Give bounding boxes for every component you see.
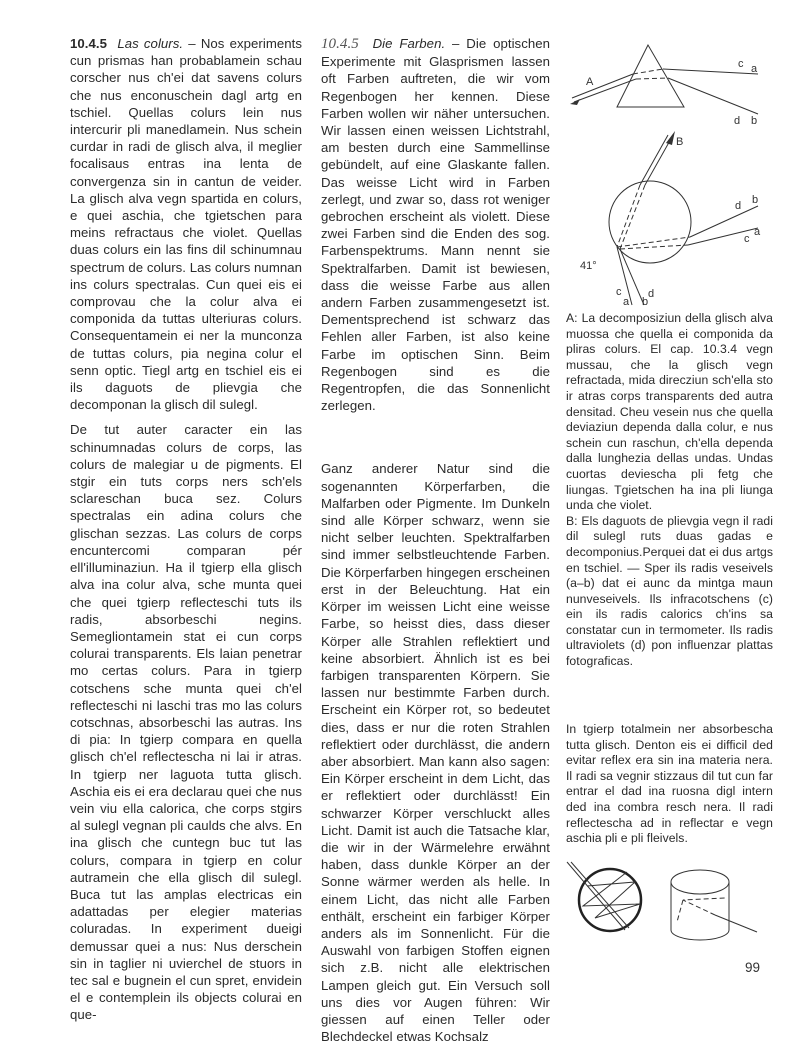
paragraph-text: – Die optischen Experimente mit Glasprismen lassen oft Farben auftreten, die wir vom Regenbogen her kennen. Diese Farben wollen wir näher untersuchen. Wir lassen einen weissen Lichtstrahl, am besten durch eine Sammellinse gebündelt, auf eine Glaskante fallen. Das weisse Licht wird in Farben zerlegt, und zwar so, dass rot weniger gebrochen erscheint als violett. Diese zwei Farben sind die Enden des sog. Farbenspektrums. Mann nennt sie Spektralfarben. Damit ist bewiesen, dass die weisse Farbe aus allen andern Farben zusammengesetzt ist. Dementsprechend ist schwarz das Fehlen aller Farben, ist also keine Farbe im optischen Sinn. Beim Regenbogen sind es die Regentropfen, die das Sonnenlicht zerlegen. [321,36,550,414]
svg-text:a: a [623,296,630,308]
caption-b-text: B: Els daguots de plievgia vegn il radi dil sulegl ruts duas gadas e decomponius.Perquei dat ei dus artgs en tschiel. — Sper ils radis veseivels (a–b) dat ei aunc da mintga maun nunveseivels. Ils infracotschens (c) ein ils radis calorics ch'ins sa constatar cun in termometer. Ils radis ultraviolets (d) pon influenzar plattas fotograficas. [566,513,773,669]
arrow-icon [570,99,580,105]
svg-text:b: b [642,296,649,308]
section-number: 10.4.5 [321,36,359,52]
romansh-column [70,35,302,1024]
arrow-icon [666,131,675,145]
german-column [321,35,550,1045]
german-paragraph-2: Ganz anderer Natur sind die sogenannten Körperfarben, die Malfarben oder Pigmente. Im Dunkeln sind alle Körper schwarz, wenn sie nicht selber leuchten. Spektralfarben sind immer selbstleuchtende Farben. Die Körperfarben hingegen erscheinen erst in der Beleuchtung. Hat ein Körper im weissen Licht eine weisse Farbe, so heisst dies, dass dieser Körper alle Strahlen reflektiert und keine absorbiert. Ähnlich ist es bei farbigen transparenten Körpern. Sie lassen nur bestimmte Farben durch. Erscheint ein Körper rot, so bedeutet dies, dass er nur die roten Strahlen reflektiert oder durchlässt, die andern aber absorbiert. Man kann also sagen: Ein Körper erscheint in dem Licht, das er reflektiert oder durchlässt! Ein schwarzer Körper verschluckt alles Licht. Damit ist auch die Tatsache klar, die wir in der Wärmelehre erwähnt haben, dass dunkle Körper an der Sonne wärmer werden als helle. In einem Licht, das nicht alle Farben enthält, erscheint ein farbiger Körper anders als im Sonnenlicht. Für die Auswahl von farbigen Stoffen eignen sich z.B. nicht alle elektrischen Lampen gleich gut. Ein Versuch soll uns dies vor Augen führen: Wir giessen auf einen Teller oder Blechdeckel etwas Kochsalz [321,461,550,1045]
svg-text:a: a [754,226,761,238]
sphere-icon [579,869,641,931]
section-title: Las colurs. [117,36,184,51]
svg-text:b: b [752,194,759,206]
paragraph-text: – Nos experiments cun prismas han probablamein schau corscher nus ch'ei dat savens colurs che nus enconuschein dagl artg en tschiel. Quellas colurs lein nus intercurir pli manedlamein. Nus schein curdar in radi de glisch alva, il meglier focalisaus entras ina lenta de convergenza sin in cantun de veider. La glisch alva vegn spartida en colurs, e quei aschia, che tgietschen para meins refractaus che violet. Quellas duas colurs ein las fins dil schinumnau spectrum de colurs. Las colurs numnan ins colurs spectralas. Cun quei eis ei comprovau che la colur alva ei componida da tuttas ulteriuras colurs. Consequentamein ei ner la munconza de tuttas colurs, pia negina colur el senn optic. Tiegl artg en tschiel eis ei ils daguots de plievgia che decomponan la glisch dil sulegl. [70,36,303,413]
romansh-paragraph-1 [70,35,302,413]
caption-a-text: A: La decomposiziun della glisch alva muossa che quella ei componida da pliras colurs. El cap. 10.3.4 vegn mussau, che la glisch vegn refractada, mida direcziun sch'ella sto ir atras corps transparents ded autra densitad. Cheu vesein nus che quella deviaziun dependa dalla colur, e nus schein cun raschun, ch'ella dependa dalla lunghezia dellas undas. Undas cuortas deviescha pli fetg che liungas. Tgietschen ha ina pli liunga unda che violet. [566,311,773,513]
label-A: A [586,76,594,88]
svg-text:d: d [735,200,742,212]
svg-text:a: a [751,63,758,75]
svg-text:b: b [751,115,758,127]
blackbody-diagram [565,862,765,942]
svg-text:c: c [744,233,750,245]
svg-text:c: c [738,58,744,70]
caption-a [566,311,773,670]
german-paragraph-1 [321,35,550,414]
raindrop-diagram [560,125,780,310]
section-title: Die Farben. [372,36,446,51]
caption-black-text: In tgierp totalmein ner absorbescha tutta glisch. Denton eis ei difficil ded evitar reflex era sin ina materia nera. Il radi sa vegnir stizzaus dil tut cun far entrar el dad ina ruosna digl intern ded ina combra resch nera. Il radi reflectescha ad in reflectar e vegn aschia pli e pli fleivels. [566,722,773,846]
svg-text:d: d [648,288,655,300]
cylinder-icon [671,870,729,894]
caption-black-body [566,722,773,847]
svg-text:d: d [734,115,741,127]
section-number: 10.4.5 [70,36,107,51]
label-B: B [676,136,684,148]
angle-label: 41° [580,260,597,272]
romansh-paragraph-2: De tut auter caracter ein las schinumnadas colurs de corps, las colurs de malegiar u de pigments. El stgir ein tuts corps ners sch'els sclareschan buca sez. Colurs spectralas ein adina colurs che glischan sezzas. Las colurs de corps encuntercomi comparan pér ell'illuminaziun. Ha il tgierp ella glisch alva ina colur alva, sche munta quei che quei tgierp reflecteschi tuts ils radis, absorbeschi negins. Semegliontamein stat ei cun corps colurai transparents. Els laian penetrar mo certas colurs. Para in tgierp cotschens sche munta quei ch'el reflecteschi ni laschi tras mo las colurs cotschnas, absorbeschi las autras. Ins di pia: In tgierp compara en quella glisch ch'el reflectescha ni lai ir atras. In tgierp ner laguota tutta glisch. Aschia eis ei era declarau quei che nus vein viu ella calorica, che corps stgirs al sulegl vegnan pli caulds che alvs. En ina glisch che cuntegn buc tut las colurs, compara in tgierp en colur autramein che ella glisch dil sulegl. Buca tut las amplas electricas ein adattadas per elegier materias coluradas. In experiment dueigi demussar quei a nus: Nus derschein sin in taglier ni uvierchel de stuors in tec sal e bugnein el cun spret, envidein el e contemplein ils objects colurai en que- [70,422,302,1023]
page-number: 99 [745,960,761,975]
svg-text:c: c [616,286,622,298]
prism-diagram [560,30,780,130]
